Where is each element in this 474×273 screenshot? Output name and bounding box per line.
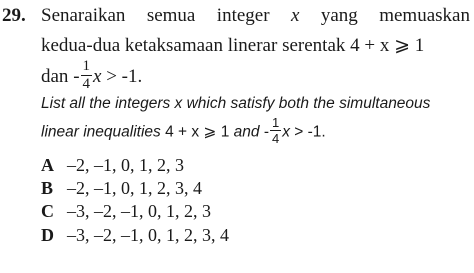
question-number: 29. [2,5,26,26]
fraction-numerator: 1 [82,58,91,74]
variable-x: x [282,123,290,141]
english-text: and [229,123,264,141]
malay-text: dan [41,65,74,87]
malay-line-3 [41,58,143,94]
inequality-1: 4 + x ⩾ 1 [165,123,230,141]
option-letter: C [41,201,54,221]
fraction [81,59,93,92]
english-line-1: List all the integers x which satisfy both the simultaneous [41,95,431,112]
malay-text: kedua-dua ketaksamaan linerar serentak [41,35,351,56]
malay-word: memuaskan [379,5,470,26]
option-text: –3, –2, –1, 0, 1, 2, 3, 4 [67,225,229,245]
malay-word: Senaraikan [41,5,126,26]
fraction [270,116,281,145]
option-letter: D [41,225,54,245]
option-a[interactable] [41,155,184,176]
inequality-2-rhs: > -1. [289,123,326,141]
minus-sign: - [263,123,269,141]
fraction-denominator: 4 [82,76,91,92]
fraction-denominator: 4 [272,131,280,146]
malay-line-2 [41,34,424,57]
minus-sign: - [73,65,80,87]
option-letter: B [41,178,54,198]
option-letter: A [41,155,54,175]
option-d[interactable] [41,225,229,246]
variable-x: x [93,65,102,87]
malay-word: semua [146,5,196,26]
inequality-2-rhs: > -1. [101,65,143,87]
malay-line-1 [41,5,470,27]
english-line-2 [41,115,326,147]
option-c[interactable] [41,201,211,222]
option-text: –3, –2, –1, 0, 1, 2, 3 [67,201,211,221]
option-b[interactable] [41,178,202,199]
variable-x: x [290,5,300,26]
english-text: linear inequalities [41,123,166,141]
option-text: –2, –1, 0, 1, 2, 3, 4 [67,178,202,198]
option-text: –2, –1, 0, 1, 2, 3 [67,155,184,175]
malay-word: integer [216,5,270,26]
malay-word: yang [320,5,358,26]
inequality-1: 4 + x ⩾ 1 [350,35,425,56]
fraction-numerator: 1 [272,115,280,130]
